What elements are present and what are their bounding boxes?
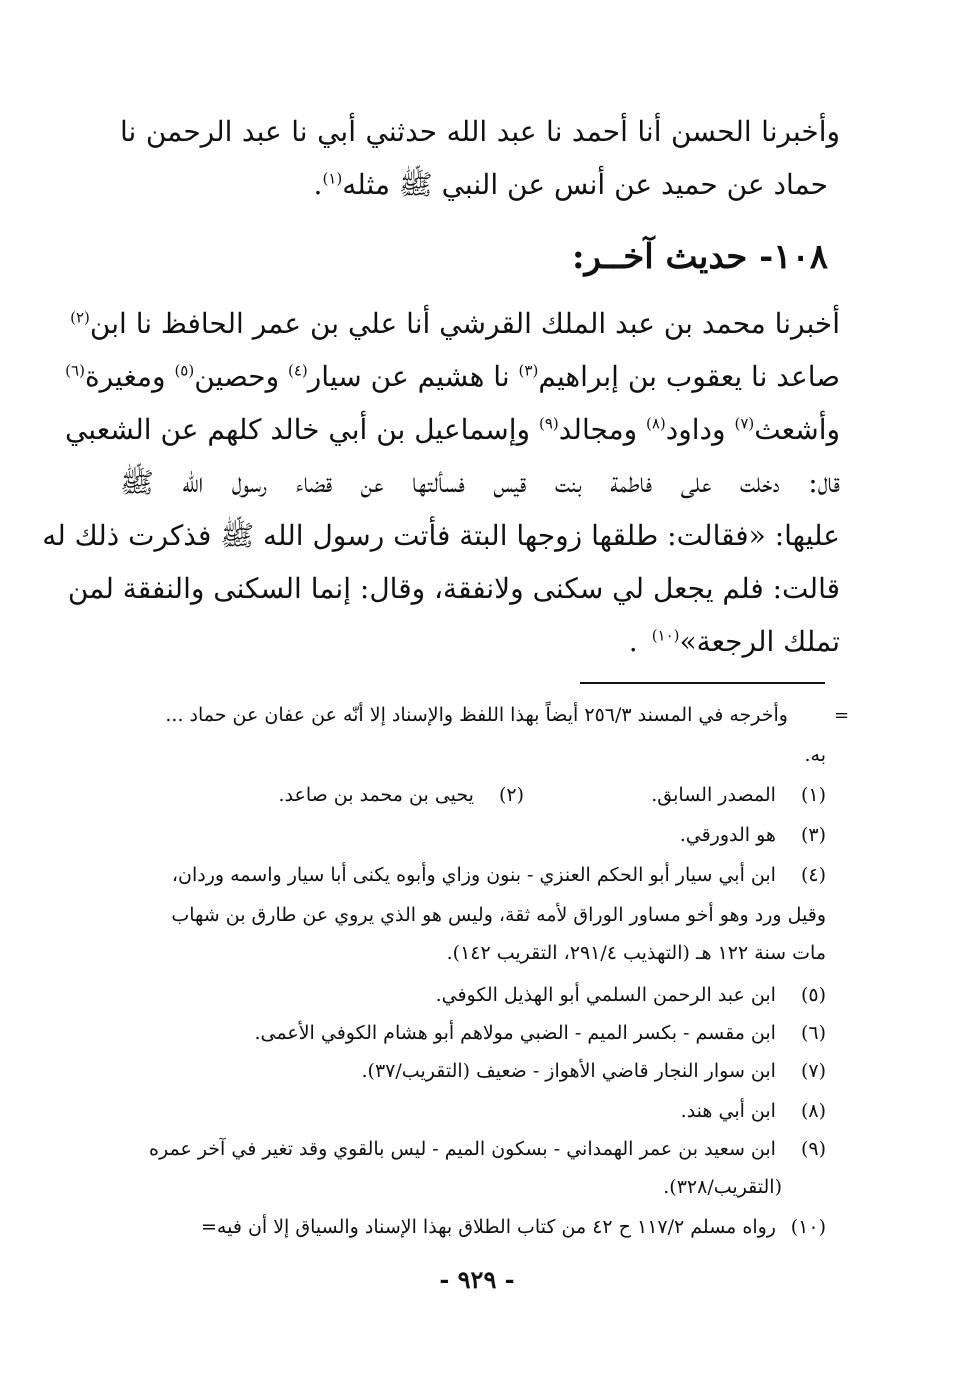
footnote-text: ابن أبي هند. (680, 1100, 776, 1122)
line-text: وحصين (194, 360, 288, 393)
body-line-4 (120, 463, 840, 503)
footnote-ref[interactable]: (٥) (174, 361, 195, 380)
footnote-number: (٢) (498, 784, 524, 806)
line-text: ومغيرة (84, 360, 175, 393)
page-number: - ٩٢٩ - (439, 1265, 515, 1294)
footnote-10 (201, 1212, 826, 1242)
footnote-3 (680, 820, 826, 850)
footnote-ref[interactable]: (١٠) (651, 626, 680, 645)
footnote-continuation-line-2: به. (804, 744, 826, 766)
footnote-number: (٥) (800, 984, 826, 1006)
line-text: ومجالد (558, 413, 646, 446)
line-text: صاعد نا يعقوب بن إبراهيم (538, 360, 840, 393)
footnote-continuation-line-1: وأخرجه في المسند ٢٥٦/٣ أيضاً بهذا اللفظ والإسناد إلا أنّه عن عفان عن حماد ... (165, 704, 788, 726)
footnote-ref[interactable]: (٨) (646, 414, 666, 433)
footnote-text: ابن سوار النجار قاضي الأهواز - ضعيف (التقريب/٣٧). (361, 1060, 776, 1082)
body-line-6 (67, 569, 840, 609)
footnote-6 (255, 1018, 827, 1048)
line-text: وإسماعيل بن أبي خالد كلهم عن الشعبي (64, 413, 539, 446)
footnote-number: (١) (800, 784, 826, 806)
line-text: وأشعث (754, 413, 840, 446)
footnote-text: المصدر السابق. (651, 784, 776, 806)
footnote-1 (651, 780, 826, 810)
line-text: أخبرنا محمد بن عبد الملك القرشي أنا علي بن عمر الحافظ نا ابن (89, 307, 840, 340)
footnote-number: (١٠) (790, 1216, 826, 1238)
footnote-ref[interactable]: (١) (322, 169, 343, 188)
footnote-text: ابن عبد الرحمن السلمي أبو الهذيل الكوفي. (435, 984, 776, 1006)
footnote-text: رواه مسلم ١١٧/٢ ح ٤٢ من كتاب الطلاق بهذا الإسناد والسياق إلا أن فيه= (200, 1216, 776, 1238)
body-line-3 (64, 410, 840, 450)
footnote-ref[interactable]: (٦) (65, 361, 85, 380)
footnote-number: (٨) (800, 1100, 826, 1122)
footnote-number: (٣) (800, 824, 826, 846)
line-end: . (313, 168, 323, 201)
footnote-text: هو الدورقي. (679, 824, 776, 846)
footnote-number: (٤) (800, 864, 826, 886)
footnote-text: ابن مقسم - بكسر الميم - الضبي مولاهم أبو هشام الكوفي الأعمى. (254, 1022, 776, 1044)
footnote-4-line-3: مات سنة ١٢٢ هـ (التهذيب ٢٩١/٤، التقريب ١٤٢). (446, 942, 826, 964)
footnote-text: ابن سعيد بن عمر الهمداني - بسكون الميم - ليس بالقوي وقد تغير في آخر عمره (149, 1138, 776, 1160)
footnote-ref[interactable]: (٢) (70, 308, 90, 327)
line-end: . (628, 625, 638, 658)
line-text: وداود (665, 413, 735, 446)
footnote-2 (278, 780, 524, 810)
line-text: قالت: فلم يجعل لي سكنى ولانفقة، وقال: إنما السكنى والنفقة لمن (67, 572, 840, 605)
footnote-number: (٦) (800, 1022, 826, 1044)
footnote-7 (362, 1056, 826, 1086)
line-text: نا هشيم عن سيار (307, 360, 519, 393)
body-line-7 (120, 622, 840, 662)
text-line-2 (108, 165, 828, 205)
footnote-4-line-2: وقيل ورد وهو أخو مساور الوراق لأمه ثقة، وليس هو الذي يروي عن طارق بن شهاب (171, 904, 826, 926)
body-line-2 (65, 357, 840, 397)
footnote-number: (٧) (800, 1060, 826, 1082)
footnote-8 (681, 1096, 826, 1126)
footnote-ref[interactable]: (٣) (518, 361, 539, 380)
body-line-5 (42, 516, 840, 556)
footnote-number: (٩) (800, 1138, 826, 1160)
footnote-ref[interactable]: (٩) (538, 414, 559, 433)
footnote-separator (580, 682, 825, 684)
section-heading: ١٠٨- حديث آخــر: (572, 237, 828, 277)
footnote-text: ابن أبي سيار أبو الحكم العنزي - بنون وزاي وأبوه يكنى أبا سيار واسمه وردان، (171, 864, 776, 886)
line-text: وأخبرنا الحسن أنا أحمد نا عبد الله حدثني أبي نا عبد الرحمن نا (120, 115, 840, 148)
footnote-text: يحيى بن محمد بن صاعد. (278, 784, 474, 806)
footnote-9-line-2: (التقريب/٣٢٨). (663, 1176, 782, 1198)
line-text: قال: دخلت على فاطمة بنت قيس فسألتها عن قضاء رسول الله ﷺ (120, 466, 840, 499)
footnote-ref[interactable]: (٤) (288, 361, 308, 380)
line-text: عليها: «فقالت: طلقها زوجها البتة فأتت رسول الله ﷺ فذكرت ذلك له (42, 519, 840, 552)
continuation-marker: = (834, 705, 850, 726)
footnote-4-line-1 (172, 860, 826, 890)
body-line-1 (70, 304, 840, 344)
footnote-5 (436, 980, 826, 1010)
footnote-ref[interactable]: (٧) (734, 414, 755, 433)
text-line-1 (120, 112, 840, 152)
line-text: تملك الرجعة» (679, 625, 840, 658)
line-text: حماد عن حميد عن أنس عن النبي ﷺ مثله (342, 168, 828, 201)
footnote-9-line-1 (149, 1134, 826, 1164)
